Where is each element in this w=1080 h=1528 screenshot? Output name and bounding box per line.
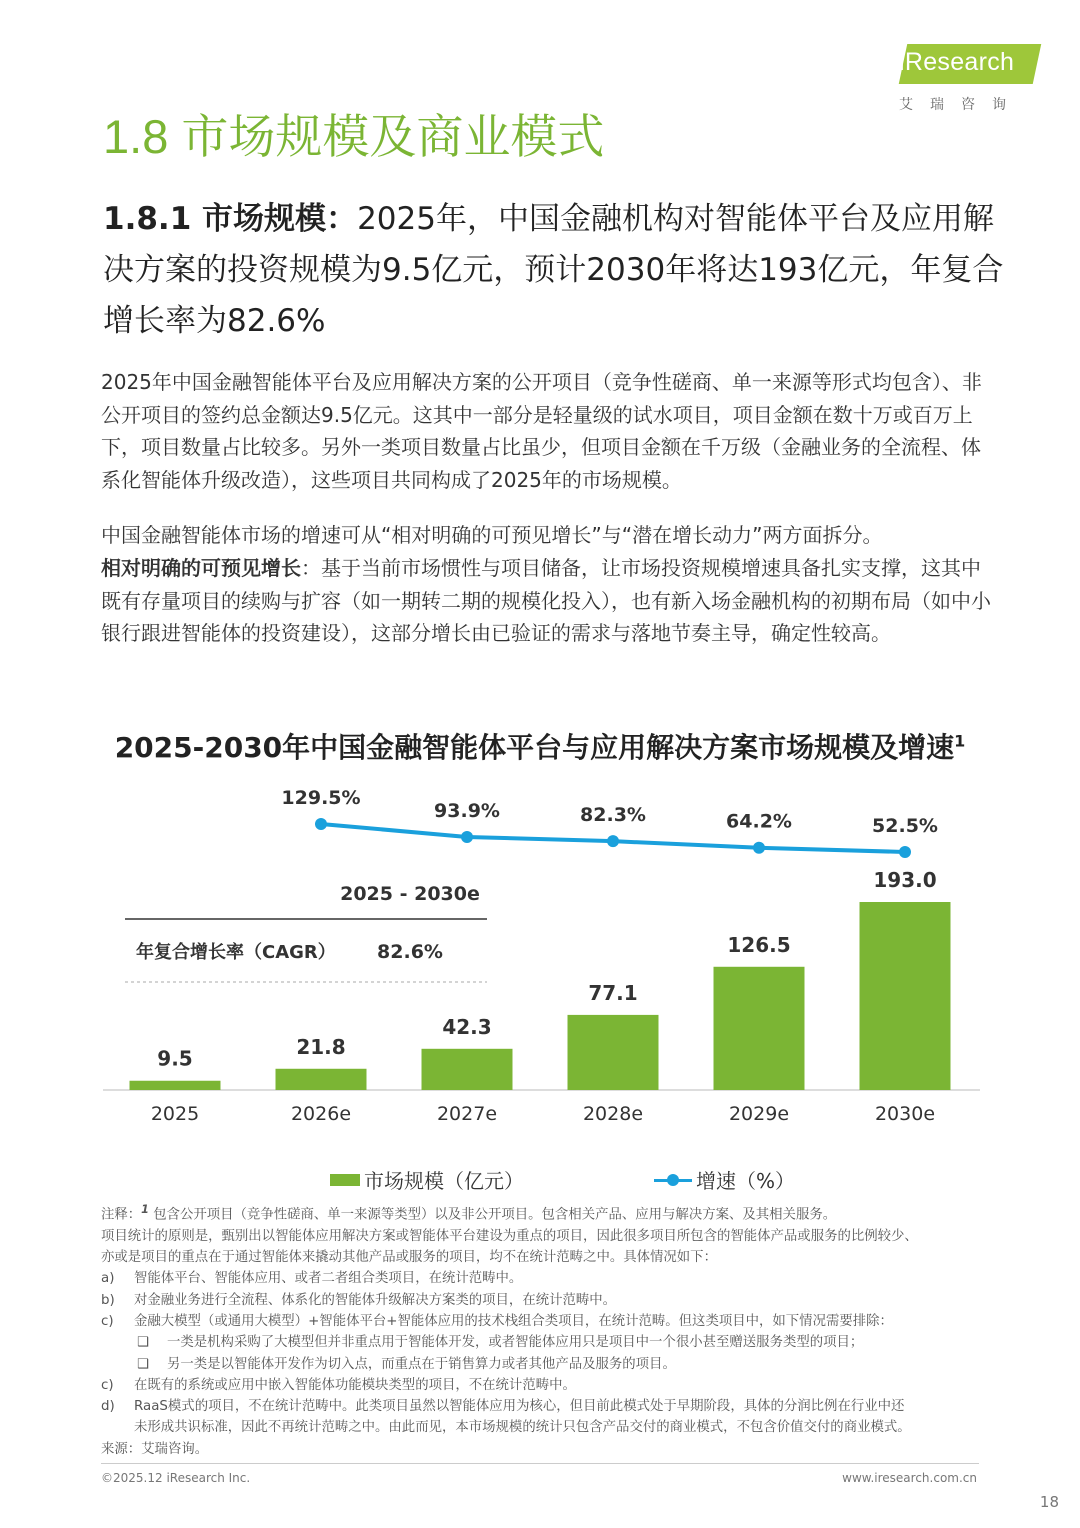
note-1: 注释：$^1$ 包含公开项目（竞争性磋商、单一来源等类型）以及非公开项目。包含相关产品、应用与解决方案、及其相关服务。 [101,1203,837,1223]
chart-notes [101,1199,1001,1460]
x-tick-label: 2030e [874,1103,936,1125]
bar-value-label: 42.3 [442,1014,492,1039]
checkbox-bullet-icon: ❑ [137,1335,150,1351]
note-d: d) RaaS模式的项目，不在统计范畴中。此类项目虽然以智能体应用为核心，但目前此模式处于早期阶段，具体的分润比例在行业中还 [101,1399,905,1415]
note-b: b) 对金融业务进行全流程、体系化的智能体升级解决方案类的项目，在统计范畴中。 [101,1292,617,1308]
chart-title-text: 2025-2030年中国金融智能体平台与应用解决方案市场规模及增速 [114,731,955,764]
page-title: 1.8 市场规模及商业模式 [103,110,605,163]
paragraph-predictable-growth [101,552,991,650]
legend-line-label: 增速（%） [696,1169,796,1193]
market-size-chart [0,770,1080,1150]
bar [714,967,805,1090]
bar-value-label: 193.0 [873,868,937,892]
growth-point [899,846,911,858]
legend-bar-swatch [330,1174,360,1186]
note-d-cont: 未形成共识标准，因此不再统计范畴之中。由此而见，本市场规模的统计只包含产品交付的商业模式，不包含价值交付的商业模式。 [134,1420,911,1436]
x-tick-label: 2025 [150,1103,200,1125]
paragraph-market-size: 2025年中国金融智能体平台及应用解决方案的公开项目（竞争性磋商、单一来源等形式均包含）、非公开项目的签约总金额达9.5亿元。这其中一部分是轻量级的试水项目，项目金额在数十万或百万上下，项目数量占比较多。另外一类项目数量占比虽少，但项目金额在千万级（金融业务的全流程、体系化智能体升级改造），这些项目共同构成了2025年的市场规模。 [101,370,982,492]
bar [276,1069,367,1090]
bar-value-label: 9.5 [157,1046,193,1071]
note-c1: c) 金融大模型（或通用大模型）+智能体平台+智能体应用的技术栈组合类项目，在统计范畴。但这类项目中，如下情况需要排除： [101,1313,893,1329]
growth-value-label: 93.9% [434,799,500,822]
growth-point [461,831,473,843]
bar [130,1081,221,1090]
growth-value-label: 82.3% [580,804,646,827]
x-tick-label: 2029e [728,1103,790,1125]
section-headline [103,194,1013,347]
chart-legend [330,1165,795,1194]
page-number: 18 [1039,1493,1059,1511]
x-tick-label: 2028e [582,1103,644,1125]
cagr-label: 年复合增长率（CAGR） [136,942,336,963]
growth-value-label: 64.2% [726,810,792,833]
headline-label: 1.8.1 市场规模： [103,201,358,237]
growth-point [607,835,619,847]
x-tick-label: 2027e [436,1103,498,1125]
headline-text: 2025年，中国金融机构对智能体平台及应用解决方案的投资规模为9.5亿元，预计2030年将达193亿元，年复合增长率为82.6% [103,201,1004,339]
growth-point [315,818,327,830]
source-note: 来源：艾瑞咨询。 [101,1441,209,1457]
chart-title-footnote: 1 [954,731,966,751]
x-tick-label: 2026e [290,1103,352,1125]
bar-value-label: 21.8 [296,1034,346,1059]
footer-divider [101,1463,979,1464]
legend-bar-label: 市场规模（亿元） [364,1169,524,1193]
logo-text: iResearch [899,48,1015,76]
cagr-value: 82.6% [377,941,443,963]
predictable-growth-text: ：基于当前市场惯性与项目储备，让市场投资规模增速具备扎实支撑，这其中既有存量项目的续购与扩容（如一期转二期的规模化投入），也有新入场金融机构的初期布局（如中小银行跟进智能体的投资建设），这部分增长由已验证的需求与落地节奏主导，确定性较高。 [101,556,991,645]
note-3: 亦或是项目的重点在于通过智能体来撬动其他产品或服务的项目，均不在统计范畴之中。具体情况如下： [101,1250,717,1266]
note-a: a) 智能体平台、智能体应用、或者二者组合类项目，在统计范畴中。 [101,1271,523,1287]
note-c1-sub2: ❑ 另一类是以智能体开发作为切入点，而重点在于销售算力或者其他产品及服务的项目。 [101,1354,1001,1375]
chart-title [0,726,1080,766]
note-c1-sub1: ❑ 一类是机构采购了大模型但并非重点用于智能体开发，或者智能体应用只是项目中一个很小甚至赠送服务类型的项目； [101,1332,1001,1353]
paragraph-growth-intro: 中国金融智能体市场的增速可从“相对明确的可预见增长”与“潜在增长动力”两方面拆分。 [101,523,883,547]
growth-value-label: 52.5% [872,815,938,837]
cagr-period: 2025 - 2030e [340,883,480,905]
predictable-growth-label: 相对明确的可预见增长 [101,556,301,580]
growth-value-label: 129.5% [281,787,361,809]
note-2: 项目统计的原则是，甄别出以智能体应用解决方案或智能体平台建设为重点的项目，因此很多项目所包含的智能体产品或服务的比例较少、 [101,1228,918,1244]
growth-point [753,842,765,854]
legend-line-swatch [654,1173,692,1187]
bar [422,1049,513,1090]
bar-value-label: 77.1 [588,980,638,1005]
checkbox-bullet-icon: ❑ [137,1356,150,1372]
iresearch-logo [895,42,1043,112]
bar [568,1015,659,1090]
bar-value-label: 126.5 [727,932,791,957]
logo-subtitle: 艾瑞咨询 [899,97,1023,113]
website-url: www.iresearch.com.cn [842,1471,977,1485]
copyright: ©2025.12 iResearch Inc. [101,1471,251,1485]
bar [860,902,951,1090]
note-c2: c) 在既有的系统或应用中嵌入智能体功能模块类型的项目，不在统计范畴中。 [101,1377,576,1393]
